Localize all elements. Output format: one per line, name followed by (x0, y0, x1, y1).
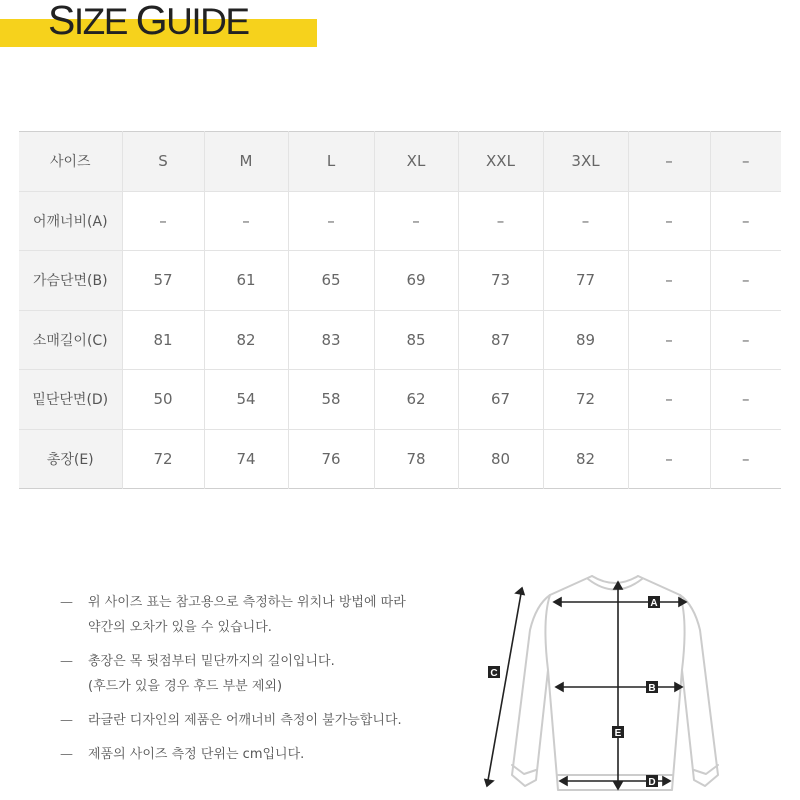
label-d: D (648, 777, 656, 788)
notes-list (60, 590, 480, 776)
table-cell: 67 (458, 370, 543, 430)
table-cell: 74 (204, 429, 288, 489)
table-cell: 82 (204, 310, 288, 370)
header-cell: XL (374, 132, 458, 192)
table-cell: 78 (374, 429, 458, 489)
title-initial-s: S (48, 0, 74, 43)
header-cell: S (122, 132, 204, 192)
label-c-badge (488, 666, 500, 679)
row-label: 어깨너비(A) (19, 191, 122, 251)
title-initial-g: G (135, 0, 167, 43)
row-label: 밑단단면(D) (19, 370, 122, 430)
table-row (19, 370, 781, 430)
table-cell: 54 (204, 370, 288, 430)
table-cell: – (122, 191, 204, 251)
dash-bullet: — (60, 747, 73, 762)
table-cell: – (710, 251, 781, 311)
measure-e-line (614, 582, 622, 789)
note-text: 약간의 오차가 있을 수 있습니다. (88, 620, 272, 635)
table-cell: 57 (122, 251, 204, 311)
table-cell: 50 (122, 370, 204, 430)
label-e: E (614, 728, 622, 739)
label-a-badge (648, 596, 660, 609)
label-a: A (650, 598, 658, 609)
sweatshirt-outline (512, 576, 718, 790)
table-cell: – (710, 429, 781, 489)
note-item (60, 742, 480, 767)
note-item (60, 708, 480, 733)
title-rest-uide: UIDE (166, 1, 249, 42)
garment-measurement-diagram (470, 560, 790, 800)
table-cell: 72 (122, 429, 204, 489)
row-label: 총장(E) (19, 429, 122, 489)
note-text: 위 사이즈 표는 참고용으로 측정하는 위치나 방법에 따라 (88, 595, 406, 610)
table-cell: 89 (543, 310, 628, 370)
table-cell: 77 (543, 251, 628, 311)
size-guide-header (0, 0, 320, 52)
title-rest-ize: IZE (73, 1, 136, 42)
table-cell: – (710, 310, 781, 370)
table-cell: 61 (204, 251, 288, 311)
table-cell: 80 (458, 429, 543, 489)
header-cell-size: 사이즈 (19, 132, 122, 192)
table-cell: – (628, 370, 710, 430)
label-c: C (490, 668, 498, 679)
size-table (19, 131, 781, 489)
note-text: 라글란 디자인의 제품은 어깨너비 측정이 불가능합니다. (88, 713, 402, 728)
table-cell: – (628, 251, 710, 311)
header-cell: 3XL (543, 132, 628, 192)
measure-a-line (554, 598, 686, 606)
table-header-row (19, 132, 781, 192)
table-cell: – (628, 429, 710, 489)
row-label: 소매길이(C) (19, 310, 122, 370)
table-row (19, 429, 781, 489)
table-row (19, 251, 781, 311)
table-cell: – (628, 191, 710, 251)
table-cell: 62 (374, 370, 458, 430)
header-cell: M (204, 132, 288, 192)
header-cell: XXL (458, 132, 543, 192)
note-text: 제품의 사이즈 측정 단위는 cm입니다. (88, 747, 305, 762)
table-cell: 81 (122, 310, 204, 370)
label-b: B (648, 683, 656, 694)
table-cell: – (374, 191, 458, 251)
table-cell: 85 (374, 310, 458, 370)
note-item (60, 649, 480, 699)
table-cell: – (288, 191, 374, 251)
table-cell: – (458, 191, 543, 251)
note-text: 총장은 목 뒷점부터 밑단까지의 길이입니다. (88, 654, 335, 669)
table-row (19, 310, 781, 370)
measure-c-line (485, 588, 524, 786)
note-text: (후드가 있을 경우 후드 부분 제외) (88, 679, 283, 694)
note-item (60, 590, 480, 640)
table-cell: 82 (543, 429, 628, 489)
label-b-badge (646, 681, 658, 694)
label-e-badge (612, 726, 624, 739)
measure-b-line (556, 683, 682, 691)
row-label: 가슴단면(B) (19, 251, 122, 311)
header-cell: – (710, 132, 781, 192)
table-cell: 65 (288, 251, 374, 311)
dash-bullet: — (60, 595, 73, 610)
dash-bullet: — (60, 654, 73, 669)
table-row (19, 191, 781, 251)
table-cell: 87 (458, 310, 543, 370)
table-cell: 73 (458, 251, 543, 311)
page-title (48, 0, 249, 44)
header-cell: L (288, 132, 374, 192)
table-cell: – (710, 370, 781, 430)
table-cell: – (543, 191, 628, 251)
table-cell: 72 (543, 370, 628, 430)
table-cell: – (710, 191, 781, 251)
label-d-badge (646, 775, 658, 788)
dash-bullet: — (60, 713, 73, 728)
table-cell: – (204, 191, 288, 251)
header-cell: – (628, 132, 710, 192)
table-cell: 83 (288, 310, 374, 370)
table-cell: – (628, 310, 710, 370)
table-cell: 58 (288, 370, 374, 430)
table-cell: 76 (288, 429, 374, 489)
table-cell: 69 (374, 251, 458, 311)
